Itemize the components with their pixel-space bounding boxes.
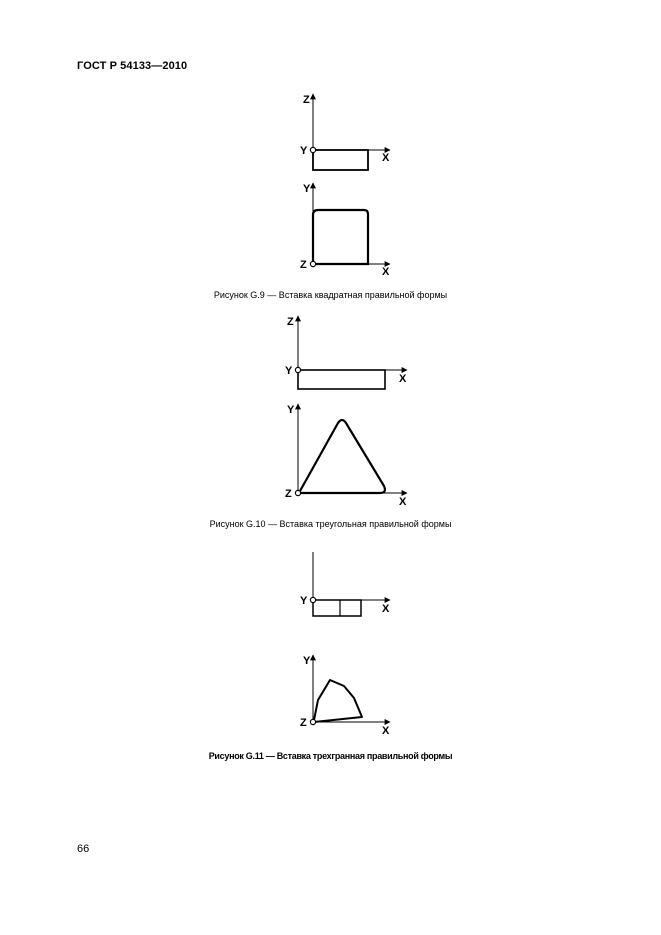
axis-label-horizontal: X	[382, 152, 390, 164]
axis-label-origin: Y	[285, 365, 293, 377]
axis-label-origin: Z	[285, 488, 292, 500]
axis-label-vertical: Y	[287, 404, 295, 416]
axis-label-horizontal: X	[399, 496, 407, 508]
axis-label-vertical: Z	[303, 94, 310, 106]
origin-point	[295, 367, 300, 372]
axis-label-horizontal: X	[382, 725, 390, 737]
axis-label-vertical: Y	[303, 655, 311, 667]
origin-point	[310, 261, 315, 266]
document-header: ГОСТ Р 54133—2010	[77, 60, 188, 72]
origin-point	[310, 147, 315, 152]
triangle-insert-outline	[300, 420, 385, 493]
trigon-insert-outline	[314, 680, 362, 722]
figure-g10-top-view	[285, 316, 407, 389]
figure-g11-caption: Рисунок G.11 — Вставка трехгранная правильной формы	[208, 751, 453, 761]
axis-label-origin: Z	[300, 717, 307, 729]
page-number: 66	[77, 843, 90, 855]
axis-label-horizontal: X	[382, 266, 390, 278]
axis-label-horizontal: X	[382, 603, 390, 615]
axis-label-vertical: Z	[287, 316, 294, 328]
figure-g11-top-view	[300, 552, 390, 616]
figure-g10-plan-view	[285, 404, 407, 508]
axis-label-vertical: Y	[303, 183, 311, 195]
axis-label-origin: Z	[300, 259, 307, 271]
axis-label-origin: Y	[300, 145, 308, 157]
origin-point	[310, 597, 315, 602]
insert-side-profile	[298, 370, 385, 389]
square-insert-outline	[313, 210, 368, 264]
figure-g10-caption: Рисунок G.10 — Вставка треугольная правильной формы	[209, 519, 452, 529]
insert-side-profile	[313, 600, 361, 616]
figure-g9-top-view	[300, 94, 390, 170]
insert-side-profile	[313, 150, 368, 170]
axis-label-origin: Y	[300, 595, 308, 607]
origin-point	[310, 719, 315, 724]
figure-g9-caption: Рисунок G.9 — Вставка квадратная правильной формы	[213, 290, 448, 300]
figure-g9-plan-view	[300, 183, 390, 278]
origin-point	[295, 490, 300, 495]
figure-g11-plan-view	[300, 655, 390, 737]
axis-label-horizontal: X	[399, 373, 407, 385]
